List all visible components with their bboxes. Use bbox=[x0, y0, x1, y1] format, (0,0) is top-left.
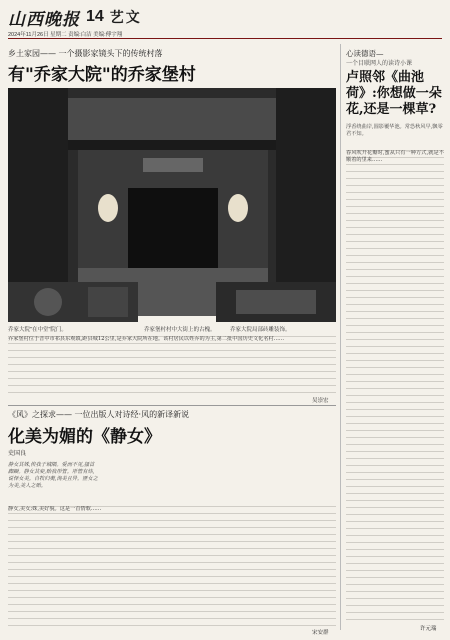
carving-photo bbox=[216, 282, 336, 322]
page-number: 14 bbox=[86, 8, 104, 25]
newspaper-logo: 山西晚报 bbox=[8, 9, 80, 30]
sidebar-body: 春风吹开花瓣时,蜜从只有一种方式,就是不顺着的里来…… bbox=[346, 150, 444, 620]
sidebar-quote: 浮香绕曲岸,圆影覆华池。常恐秋风早,飘零君不知。 bbox=[346, 124, 443, 137]
article2-headline: 化美为媚的《静女》 bbox=[8, 427, 161, 447]
masthead bbox=[8, 6, 142, 28]
caption-mid: 乔家堡村村中大街上的古槐。 bbox=[144, 327, 216, 333]
sidebar-headline: 卢照邻《曲池荷》:你想做一朵花,还是一棵草? bbox=[346, 70, 442, 117]
sidebar-kicker: 心读德语— bbox=[346, 49, 384, 58]
tree-photo bbox=[8, 282, 138, 322]
sidebar-subkicker: 一个目联网人的读诗小课 bbox=[346, 60, 413, 67]
article1-byline: 吴崇宏 bbox=[312, 398, 329, 404]
column-divider bbox=[340, 44, 341, 630]
caption-left: 乔家大院"在中堂"院门。 bbox=[8, 327, 67, 333]
section-title: 艺文 bbox=[109, 10, 142, 26]
mid-rule bbox=[8, 405, 336, 406]
sidebar-footer: 许元瑞 bbox=[420, 626, 437, 632]
dateline: 2024年11月26日 星期二 责编:白洁 美编:傅宇翔 bbox=[8, 32, 123, 38]
article2-byline: 宋安群 bbox=[312, 630, 329, 636]
article1-body: 乔家堡村位于晋中市祁县东观镇,距县城12公里,是乔家大院所在地。该村居民以姓乔的为主,第二批中国历史文化名村…… bbox=[8, 336, 336, 396]
article1-headline: 有"乔家大院"的乔家堡村 bbox=[8, 65, 196, 85]
article2-author: 史国良 bbox=[8, 450, 27, 457]
article2-body: 静女,美女;姝,美好貌。这是一首情歌…… bbox=[8, 506, 336, 626]
article2-kicker: 《风》之探求—— 一位出版人对诗经·风的新译新说 bbox=[8, 410, 190, 419]
article1-kicker: 乡土家园—— 一个摄影家镜头下的传统村落 bbox=[8, 49, 163, 58]
caption-right: 乔家大院局部砖雕装饰。 bbox=[230, 327, 291, 333]
top-rule bbox=[8, 38, 442, 39]
article2-poem: 静女其姝,俟我于城隅。爱而不见,搔首踟蹰。静女其娈,贻我彤管。彤管有炜,说怿女美。自牧归荑,洵美且异。匪女之为美,美人之贻。 bbox=[8, 462, 98, 489]
